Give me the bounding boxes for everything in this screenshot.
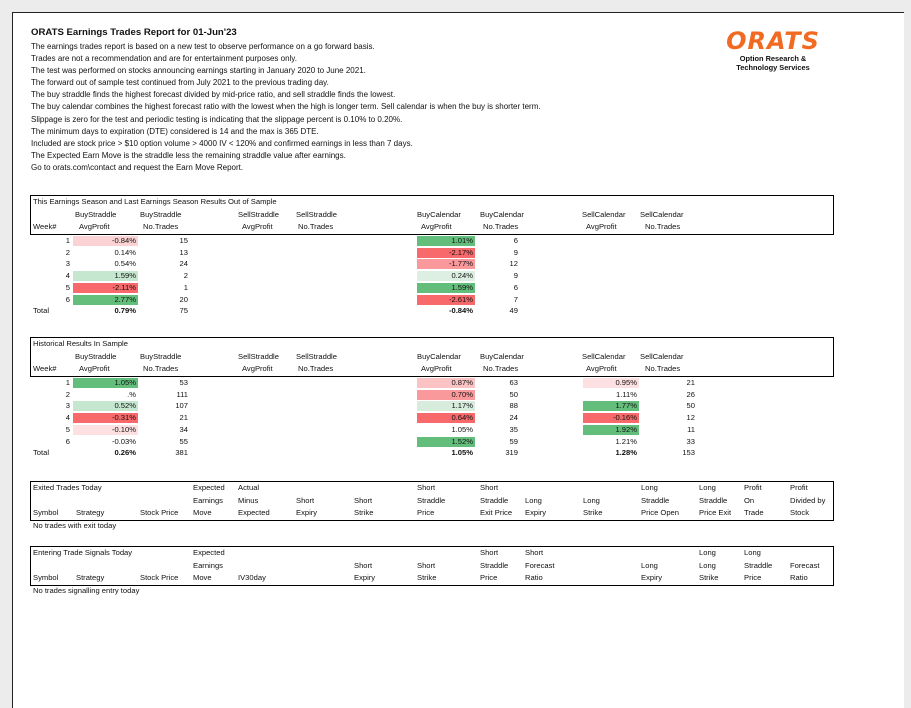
buy-straddle-avgprofit: -0.84% — [73, 236, 138, 246]
buy-calendar-avgprofit: -2.61% — [417, 295, 475, 305]
col-short-strike-1: Short — [417, 561, 436, 570]
buy-straddle-avgprofit: 0.14% — [114, 247, 136, 257]
col-pds-2: Divided by — [790, 496, 826, 505]
col-sc-avg: AvgProfit — [586, 364, 617, 373]
row-week: 1 — [65, 378, 70, 387]
total-buy-calendar-notrades: 49 — [509, 306, 518, 316]
col-ssp-2: Straddle — [417, 496, 446, 505]
buy-calendar-notrades: 88 — [509, 401, 518, 411]
sell-calendar-notrades: 33 — [686, 436, 695, 446]
col-ssp-1: Short — [417, 483, 436, 492]
intro-line: The Expected Earn Move is the straddle less the remaining straddle value after earnings. — [31, 150, 346, 160]
buy-straddle-avgprofit: 0.52% — [73, 401, 138, 411]
col-lsp-3: Price — [744, 573, 762, 582]
row-week: 6 — [65, 436, 70, 446]
orats-logo — [713, 29, 833, 72]
entering-trades-section — [30, 546, 834, 604]
col-expected-3: Move — [193, 573, 212, 582]
buy-straddle-avgprofit: 2.77% — [73, 295, 138, 305]
col-ss-avg: AvgProfit — [242, 364, 273, 373]
col-symbol: Symbol — [33, 573, 59, 582]
buy-straddle-notrades: 107 — [175, 401, 188, 411]
col-pds-1: Profit — [790, 483, 808, 492]
buy-calendar-notrades: 12 — [509, 259, 518, 269]
buy-straddle-notrades: 2 — [183, 271, 188, 281]
buy-calendar-avgprofit: 1.01% — [417, 236, 475, 246]
sell-calendar-avgprofit: 0.95% — [583, 378, 639, 388]
buy-straddle-notrades: 53 — [179, 378, 188, 387]
col-long-strike-3: Strike — [699, 573, 719, 582]
entering-empty-message: No trades signalling entry today — [33, 586, 140, 595]
col-sc-no: No.Trades — [645, 364, 681, 373]
col-pds-3: Stock — [790, 508, 809, 517]
logo-line-1: Option Research & — [739, 54, 807, 63]
col-expected-3: Move — [193, 508, 212, 517]
col-strategy: Strategy — [76, 573, 105, 582]
intro-line: The buy calendar combines the highest forecast ratio with the lowest when the high is longer term. Sell calendar is when the buy is shorter term. — [31, 102, 541, 112]
col-lsp-2: Straddle — [744, 561, 773, 570]
col-lsp-1: Long — [641, 483, 658, 492]
sell-calendar-notrades: 50 — [686, 401, 695, 411]
col-sc-no: No.Trades — [645, 222, 681, 231]
col-long-expiry-2: Expiry — [525, 508, 547, 517]
exited-empty-message: No trades with exit today — [33, 521, 117, 530]
buy-straddle-notrades: 21 — [179, 413, 188, 423]
col-ssp-3: Price — [417, 508, 435, 517]
col-sfr-1: Short — [525, 548, 544, 557]
col-bs-no: No.Trades — [143, 364, 179, 373]
total-sell-calendar-avgprofit: 1.28% — [615, 448, 637, 458]
buy-straddle-notrades: 1 — [183, 282, 188, 292]
col-long-expiry-1: Long — [641, 561, 658, 570]
col-strategy: Strategy — [76, 508, 105, 517]
row-week: 5 — [65, 282, 70, 292]
buy-calendar-notrades: 63 — [509, 378, 518, 387]
col-sc-top: SellCalendar — [582, 352, 626, 361]
col-bc-top2: BuyCalendar — [480, 352, 524, 361]
col-bs-no: No.Trades — [143, 222, 179, 231]
col-week: Week# — [33, 222, 57, 231]
col-short-expiry-1: Short — [296, 496, 315, 505]
in-sample-section — [30, 337, 834, 469]
col-long-strike-2: Strike — [583, 508, 603, 517]
col-sc-top: SellCalendar — [582, 210, 626, 219]
sell-calendar-avgprofit: 1.21% — [615, 436, 637, 446]
row-week: 5 — [65, 424, 70, 434]
col-long-strike-1: Long — [583, 496, 600, 505]
row-week: 1 — [65, 236, 70, 245]
buy-calendar-notrades: 59 — [509, 436, 518, 446]
col-bc-top: BuyCalendar — [417, 352, 461, 361]
intro-line: Slippage is zero for the test and periodic testing is indicating that the slippage percent is 0.10% to 0.20%. — [31, 114, 403, 124]
col-sse-1: Short — [480, 483, 499, 492]
sell-calendar-avgprofit: 1.11% — [616, 389, 637, 399]
col-ssp-1: Short — [480, 548, 499, 557]
buy-straddle-avgprofit: -0.10% — [73, 425, 138, 435]
buy-straddle-avgprofit: 1.05% — [73, 378, 138, 388]
row-week: 4 — [65, 271, 70, 281]
section-title: Entering Trade Signals Today — [33, 548, 133, 557]
col-sfr-2: Forecast — [525, 561, 555, 570]
col-actual-3: Expected — [238, 508, 270, 517]
col-pot-3: Trade — [744, 508, 764, 517]
buy-calendar-avgprofit: 0.64% — [417, 413, 475, 423]
col-short-strike-2: Strike — [354, 508, 374, 517]
row-week: 4 — [65, 413, 70, 423]
total-label: Total — [33, 448, 50, 458]
buy-calendar-notrades: 50 — [509, 389, 518, 399]
sell-calendar-avgprofit: 1.92% — [583, 425, 639, 435]
col-pot-2: On — [744, 496, 755, 505]
col-short-expiry-1: Short — [354, 561, 373, 570]
buy-straddle-notrades: 111 — [176, 389, 188, 399]
col-ss-top: SellStraddle — [238, 210, 279, 219]
buy-calendar-avgprofit: 1.52% — [417, 437, 475, 447]
col-ss-no: No.Trades — [298, 222, 334, 231]
col-sc-top2: SellCalendar — [640, 210, 684, 219]
buy-calendar-avgprofit: 0.24% — [417, 271, 475, 281]
col-ssp-2: Straddle — [480, 561, 509, 570]
col-sc-top2: SellCalendar — [640, 352, 684, 361]
col-short-expiry-2: Expiry — [354, 573, 376, 582]
col-ss-top2: SellStraddle — [296, 210, 337, 219]
logo-line-2: Technology Services — [736, 63, 810, 72]
row-week: 2 — [65, 389, 70, 399]
col-bc-top: BuyCalendar — [417, 210, 461, 219]
sell-calendar-notrades: 11 — [687, 424, 695, 434]
col-long-expiry-2: Expiry — [641, 573, 663, 582]
col-bc-no: No.Trades — [483, 364, 519, 373]
intro-line: The forward out of sample test continued from July 2021 to the previous trading day. — [31, 78, 329, 88]
col-bs-top: BuyStraddle — [75, 352, 117, 361]
logo-mark: ORATS — [726, 27, 820, 55]
buy-calendar-avgprofit: -1.77% — [417, 259, 475, 269]
col-ss-no: No.Trades — [298, 364, 334, 373]
col-expected-2: Earnings — [193, 561, 223, 570]
col-bs-top2: BuyStraddle — [140, 352, 182, 361]
col-bc-avg: AvgProfit — [421, 364, 452, 373]
section-title: Historical Results In Sample — [33, 339, 128, 348]
sell-calendar-avgprofit: 1.77% — [583, 401, 639, 411]
buy-calendar-avgprofit: 0.70% — [417, 390, 475, 400]
section-title: Exited Trades Today — [33, 483, 102, 492]
total-sell-calendar-notrades: 153 — [682, 448, 695, 458]
buy-calendar-notrades: 7 — [513, 294, 518, 304]
col-lse-3: Price Exit — [699, 508, 732, 517]
col-lse-2: Straddle — [699, 496, 728, 505]
buy-straddle-avgprofit: -0.31% — [73, 413, 138, 423]
col-short-strike-2: Strike — [417, 573, 437, 582]
buy-straddle-avgprofit: 0.54% — [114, 259, 136, 269]
total-buy-straddle-notrades: 381 — [175, 448, 188, 458]
buy-calendar-notrades: 9 — [513, 271, 518, 281]
buy-straddle-avgprofit: -2.11% — [73, 283, 138, 293]
col-ss-top2: SellStraddle — [296, 352, 337, 361]
sell-calendar-notrades: 12 — [686, 413, 695, 423]
intro-line: Go to orats.com\contact and request the Earn Move Report. — [31, 162, 244, 172]
col-long-expiry-1: Long — [525, 496, 542, 505]
total-buy-straddle-notrades: 75 — [179, 306, 188, 316]
buy-calendar-avgprofit: 0.87% — [417, 378, 475, 388]
report-page — [12, 12, 904, 708]
col-short-strike-1: Short — [354, 496, 373, 505]
sell-calendar-notrades: 26 — [686, 389, 695, 399]
col-lse-1: Long — [699, 483, 716, 492]
buy-calendar-avgprofit: 1.59% — [417, 283, 475, 293]
buy-calendar-notrades: 6 — [513, 236, 518, 245]
buy-calendar-notrades: 6 — [513, 282, 518, 292]
col-symbol: Symbol — [33, 508, 59, 517]
buy-straddle-avgprofit: .% — [127, 389, 136, 399]
col-week: Week# — [33, 364, 57, 373]
col-pot-1: Profit — [744, 483, 762, 492]
col-ss-top: SellStraddle — [238, 352, 279, 361]
col-lsp-2: Straddle — [641, 496, 670, 505]
row-week: 3 — [65, 401, 70, 411]
intro-line: The earnings trades report is based on a new test to observe performance on a go forward basis. — [31, 42, 375, 51]
buy-straddle-notrades: 24 — [179, 259, 188, 269]
col-expected-1: Expected — [193, 483, 225, 492]
buy-straddle-notrades: 34 — [179, 424, 188, 434]
total-buy-straddle-avgprofit: 0.26% — [114, 448, 136, 458]
exited-trades-section — [30, 481, 834, 539]
col-bs-avg: AvgProfit — [79, 364, 110, 373]
intro-line: The buy straddle finds the highest forecast divided by mid-price ratio, and sell straddle finds the lowest. — [31, 90, 396, 100]
intro-line: The minimum days to expiration (DTE) considered is 14 and the max is 365 DTE. — [31, 126, 319, 136]
buy-straddle-avgprofit: -0.03% — [111, 436, 136, 446]
intro-line: The test was performed on stocks announcing earnings starting in January 2020 to June 2021. — [31, 66, 366, 76]
total-buy-calendar-avgprofit: 1.05% — [451, 448, 473, 458]
col-stock-price: Stock Price — [140, 508, 179, 517]
row-week: 2 — [65, 247, 70, 257]
buy-straddle-notrades: 20 — [179, 294, 188, 304]
col-lsp-1: Long — [744, 548, 761, 557]
col-lfr-2: Ratio — [790, 573, 808, 582]
col-lfr-1: Forecast — [790, 561, 820, 570]
buy-straddle-notrades: 15 — [179, 236, 188, 245]
buy-calendar-avgprofit: 1.05% — [451, 424, 473, 434]
total-buy-straddle-avgprofit: 0.79% — [114, 306, 136, 316]
col-actual-2: Minus — [238, 496, 259, 505]
intro-line: Included are stock price > $10 option volume > 4000 IV < 120% and confirmed earnings in less than 7 days. — [31, 138, 413, 148]
col-long-strike-1: Long — [699, 548, 716, 557]
col-bc-top2: BuyCalendar — [480, 210, 524, 219]
col-short-expiry-2: Expiry — [296, 508, 318, 517]
buy-calendar-notrades: 9 — [513, 247, 518, 257]
total-buy-calendar-notrades: 319 — [505, 448, 518, 458]
col-sse-3: Exit Price — [480, 508, 513, 517]
col-stock-price: Stock Price — [140, 573, 179, 582]
col-lsp-3: Price Open — [641, 508, 679, 517]
buy-calendar-notrades: 24 — [509, 413, 518, 423]
section-title: This Earnings Season and Last Earnings Season Results Out of Sample — [33, 197, 277, 206]
buy-straddle-notrades: 55 — [179, 436, 188, 446]
col-iv30: IV30day — [238, 573, 266, 582]
col-sfr-3: Ratio — [525, 573, 543, 582]
total-label: Total — [33, 306, 50, 316]
col-sse-2: Straddle — [480, 496, 509, 505]
buy-calendar-avgprofit: 1.17% — [417, 401, 475, 411]
col-bc-avg: AvgProfit — [421, 222, 452, 231]
sell-calendar-avgprofit: -0.16% — [583, 413, 639, 423]
col-expected-2: Earnings — [193, 496, 223, 505]
col-ss-avg: AvgProfit — [242, 222, 273, 231]
col-bc-no: No.Trades — [483, 222, 519, 231]
col-expected-1: Expected — [193, 548, 225, 557]
col-long-strike-2: Long — [699, 561, 716, 570]
out-of-sample-section — [30, 195, 834, 327]
report-title: ORATS Earnings Trades Report for 01-Jun'23 — [31, 27, 237, 38]
col-sc-avg: AvgProfit — [586, 222, 617, 231]
col-bs-top2: BuyStraddle — [140, 210, 182, 219]
intro-line: Trades are not a recommendation and are for entertainment purposes only. — [31, 54, 297, 64]
row-week: 6 — [65, 294, 70, 304]
buy-straddle-notrades: 13 — [179, 247, 188, 257]
col-actual-1: Actual — [238, 483, 260, 492]
sell-calendar-notrades: 21 — [686, 378, 695, 387]
col-bs-top: BuyStraddle — [75, 210, 117, 219]
col-ssp-3: Price — [480, 573, 498, 582]
buy-calendar-notrades: 35 — [509, 424, 518, 434]
col-bs-avg: AvgProfit — [79, 222, 110, 231]
report-intro — [31, 41, 541, 174]
buy-straddle-avgprofit: 1.59% — [73, 271, 138, 281]
row-week: 3 — [65, 259, 70, 269]
total-buy-calendar-avgprofit: -0.84% — [448, 306, 473, 316]
buy-calendar-avgprofit: -2.17% — [417, 248, 475, 258]
